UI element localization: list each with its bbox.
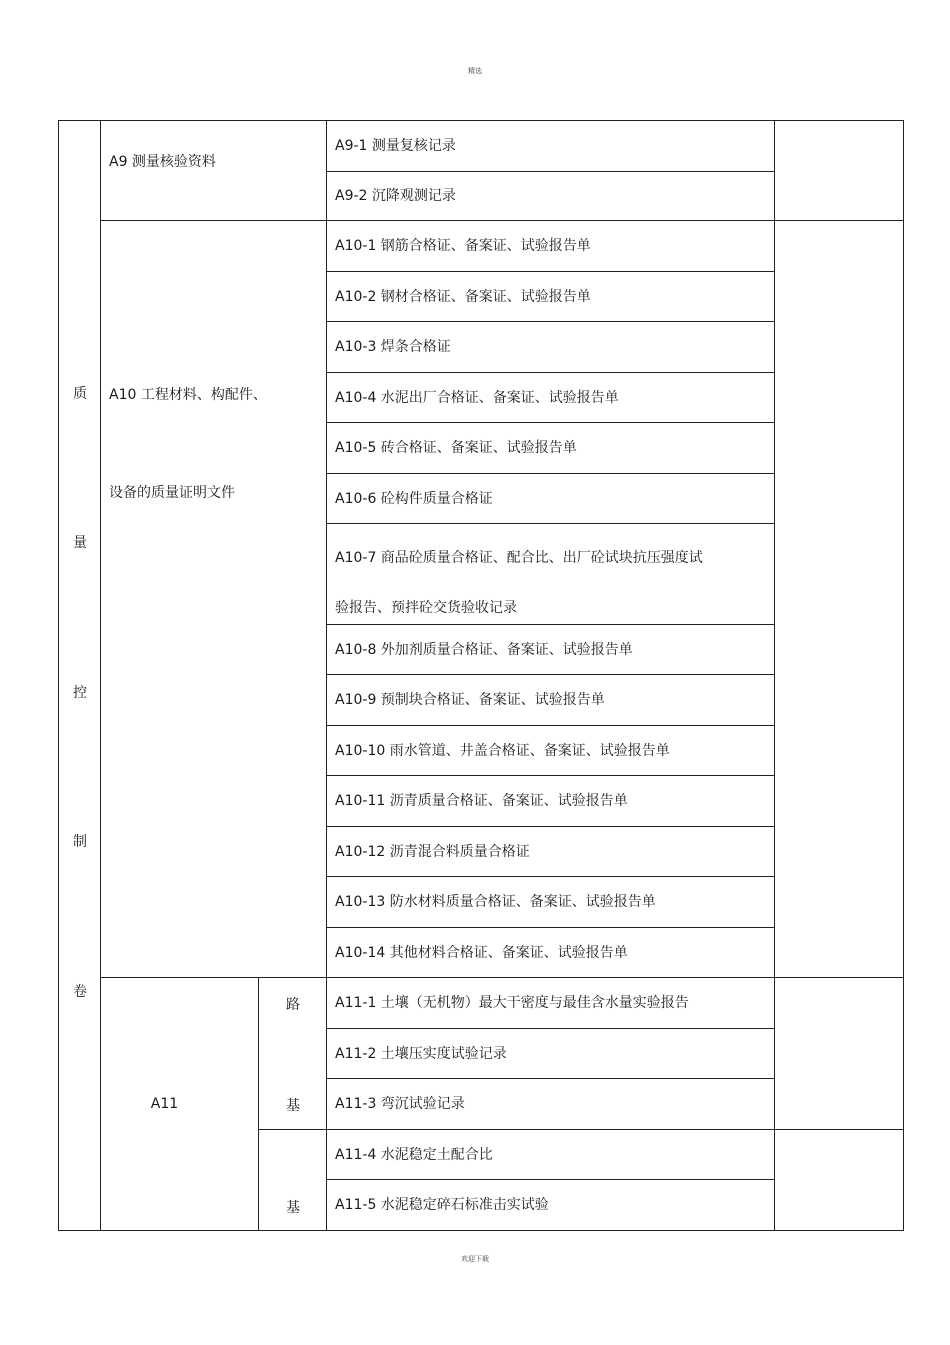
a11-subgroup-2 bbox=[259, 1130, 327, 1231]
item-a10-2: A10-2 钢材合格证、备案证、试验报告单 bbox=[327, 272, 775, 322]
item-a11-2: A11-2 土壤压实度试验记录 bbox=[327, 1029, 775, 1079]
item-a9-1: A9-1 测量复核记录 bbox=[327, 121, 775, 172]
item-a10-5: A10-5 砖合格证、备案证、试验报告单 bbox=[327, 423, 775, 474]
a11-subgroup-1-char: 路 bbox=[286, 997, 300, 1013]
item-a10-6: A10-6 砼构件质量合格证 bbox=[327, 474, 775, 524]
volume-char: 量 bbox=[73, 535, 87, 551]
item-a10-7-line2: 验报告、预拌砼交货验收记录 bbox=[335, 600, 517, 616]
group-a10 bbox=[101, 221, 327, 978]
remark-cell-a11-1 bbox=[775, 978, 904, 1130]
item-a11-5: A11-5 水泥稳定碎石标准击实试验 bbox=[327, 1180, 775, 1231]
a11-subgroup-2-char: 基 bbox=[286, 1200, 300, 1216]
volume-char: 控 bbox=[73, 685, 87, 701]
volume-label-cell bbox=[59, 121, 101, 1231]
item-a10-9: A10-9 预制块合格证、备案证、试验报告单 bbox=[327, 675, 775, 726]
page-header: 精选 bbox=[468, 67, 482, 75]
item-a10-7-line1: A10-7 商品砼质量合格证、配合比、出厂砼试块抗压强度试 bbox=[335, 550, 703, 566]
a11-subgroup-1-char: 基 bbox=[286, 1098, 300, 1114]
group-a9: A9 测量核验资料 bbox=[101, 121, 327, 221]
quality-control-table bbox=[58, 120, 904, 1231]
item-a10-7 bbox=[327, 524, 775, 625]
item-a10-1: A10-1 钢筋合格证、备案证、试验报告单 bbox=[327, 221, 775, 272]
item-a10-4: A10-4 水泥出厂合格证、备案证、试验报告单 bbox=[327, 373, 775, 423]
item-a10-13: A10-13 防水材料质量合格证、备案证、试验报告单 bbox=[327, 877, 775, 928]
item-a10-11: A10-11 沥青质量合格证、备案证、试验报告单 bbox=[327, 776, 775, 827]
item-a10-8: A10-8 外加剂质量合格证、备案证、试验报告单 bbox=[327, 625, 775, 675]
group-a10-line2: 设备的质量证明文件 bbox=[109, 485, 235, 501]
item-a10-3: A10-3 焊条合格证 bbox=[327, 322, 775, 373]
item-a11-3: A11-3 弯沉试验记录 bbox=[327, 1079, 775, 1130]
a11-subgroup-1 bbox=[259, 978, 327, 1130]
volume-char: 卷 bbox=[73, 984, 87, 1000]
volume-char: 制 bbox=[73, 834, 87, 850]
item-a10-12: A10-12 沥青混合料质量合格证 bbox=[327, 827, 775, 877]
item-a11-4: A11-4 水泥稳定土配合比 bbox=[327, 1130, 775, 1180]
group-a10-line1: A10 工程材料、构配件、 bbox=[109, 387, 267, 403]
item-a9-2: A9-2 沉降观测记录 bbox=[327, 172, 775, 221]
remark-cell-a11-2 bbox=[775, 1130, 904, 1231]
item-a11-1: A11-1 土壤（无机物）最大干密度与最佳含水量实验报告 bbox=[327, 978, 775, 1029]
volume-char: 质 bbox=[73, 386, 87, 402]
page-footer: 欢迎下载 bbox=[461, 1255, 489, 1263]
remark-cell-a9 bbox=[775, 121, 904, 221]
item-a10-14: A10-14 其他材料合格证、备案证、试验报告单 bbox=[327, 928, 775, 978]
item-a10-10: A10-10 雨水管道、井盖合格证、备案证、试验报告单 bbox=[327, 726, 775, 776]
remark-cell-a10 bbox=[775, 221, 904, 978]
group-a11: A11 bbox=[101, 978, 259, 1231]
